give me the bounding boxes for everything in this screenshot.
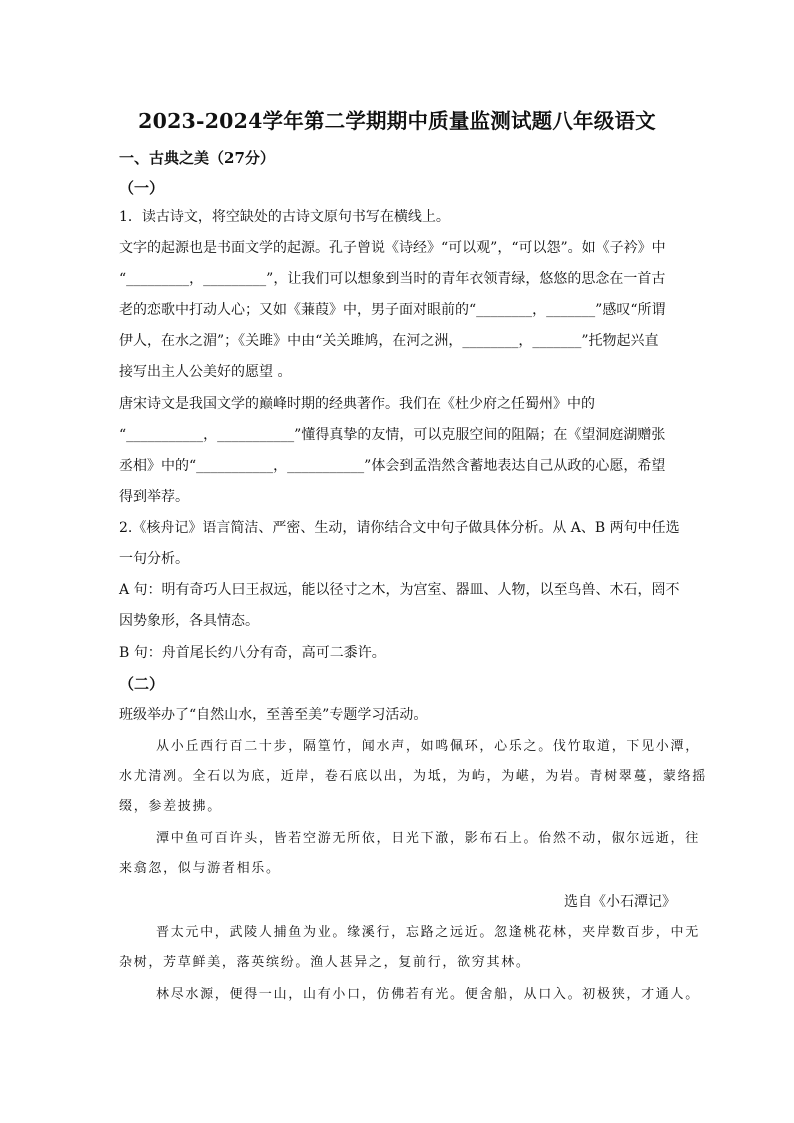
question-1-line: 唐宋诗文是我国文学的巅峰时期的经典著作。我们在《杜少府之任蜀州》中的 bbox=[119, 396, 595, 412]
passage-1-line: 水尤清冽。全石以为底，近岸，卷石底以出，为坻，为屿，为嵁，为岩。青树翠蔓，蒙络摇 bbox=[119, 769, 708, 784]
question-2-line: A 句：明有奇巧人曰王叔远，能以径寸之木，为宫室、器皿、人物，以至鸟兽、木石，罔不 bbox=[119, 582, 680, 598]
question-1-line: 文字的起源也是书面文学的起源。孔子曾说《诗经》“可以观”，“可以怨”。如《子衿》中 bbox=[119, 240, 666, 256]
section-heading: 一、古典之美（27分） bbox=[119, 149, 275, 167]
subsection-2-heading: （二） bbox=[119, 675, 165, 693]
page-title: 2023-2024学年第二学期期中质量监测试题八年级语文 bbox=[138, 109, 656, 133]
passage-1-line: 潭中鱼可百许头，皆若空游无所依，日光下澈，影布石上。佁然不动，俶尔远逝，往 bbox=[156, 831, 700, 846]
question-2-line: 因势象形，各具情态。 bbox=[119, 613, 259, 629]
passage-1-source: 选自《小石潭记》 bbox=[564, 894, 676, 910]
question-1-line: 丞相》中的“___________，___________”体会到孟浩然含蓄地表达自己从政的心愿，希望 bbox=[119, 458, 666, 474]
passage-2-line: 林尽水源，便得一山，山有小口，仿佛若有光。便舍船，从口入。初极狭，才通人。 bbox=[156, 987, 700, 1002]
question-1-line: 1．读古诗文，将空缺处的古诗文原句书写在横线上。 bbox=[119, 209, 450, 225]
passage-1-line: 从小丘西行百二十步，隔篁竹，闻水声，如鸣佩环，心乐之。伐竹取道，下见小潭， bbox=[156, 739, 700, 754]
question-1-line: “___________，___________”懂得真挚的友情，可以克服空间的阻隔；在《望洞庭湖赠张 bbox=[119, 427, 666, 443]
passage-2-line: 晋太元中，武陵人捕鱼为业。缘溪行，忘路之远近。忽逢桃花林，夹岸数百步，中无 bbox=[156, 925, 700, 940]
passage-1-line: 来翕忽，似与游者相乐。 bbox=[119, 861, 281, 876]
passage-2-line: 杂树，芳草鲜美，落英缤纷。渔人甚异之，复前行，欲穷其林。 bbox=[119, 955, 531, 970]
subsection-1-heading: （一） bbox=[119, 179, 165, 197]
question-1-line: 伊人，在水之湄”；《关雎》中由“关关雎鸠，在河之洲，________，_______”托物起兴直 bbox=[119, 333, 659, 349]
question-1-line: 老的恋歌中打动人心；又如《蒹葭》中，男子面对眼前的“________，_______”感叹“所谓 bbox=[119, 302, 666, 318]
question-2-line: B 句：舟首尾长约八分有奇，高可二黍许。 bbox=[119, 645, 386, 661]
question-2-line: 一句分析。 bbox=[119, 551, 189, 567]
question-1-line: 得到举荐。 bbox=[119, 489, 189, 505]
question-1-line: “_________，_________”，让我们可以想象到当时的青年衣领青绿，悠悠的思念在一首古 bbox=[119, 271, 666, 287]
question-2-line: 2.《核舟记》语言简洁、严密、生动，请你结合文中句子做具体分析。从 A、B 两句中任选 bbox=[119, 520, 680, 536]
question-1-line: 接写出主人公美好的愿望 。 bbox=[119, 364, 292, 380]
passage-1-line: 缀，参差披拂。 bbox=[119, 799, 222, 814]
activity-intro: 班级举办了“自然山水，至善至美”专题学习活动。 bbox=[119, 707, 428, 723]
